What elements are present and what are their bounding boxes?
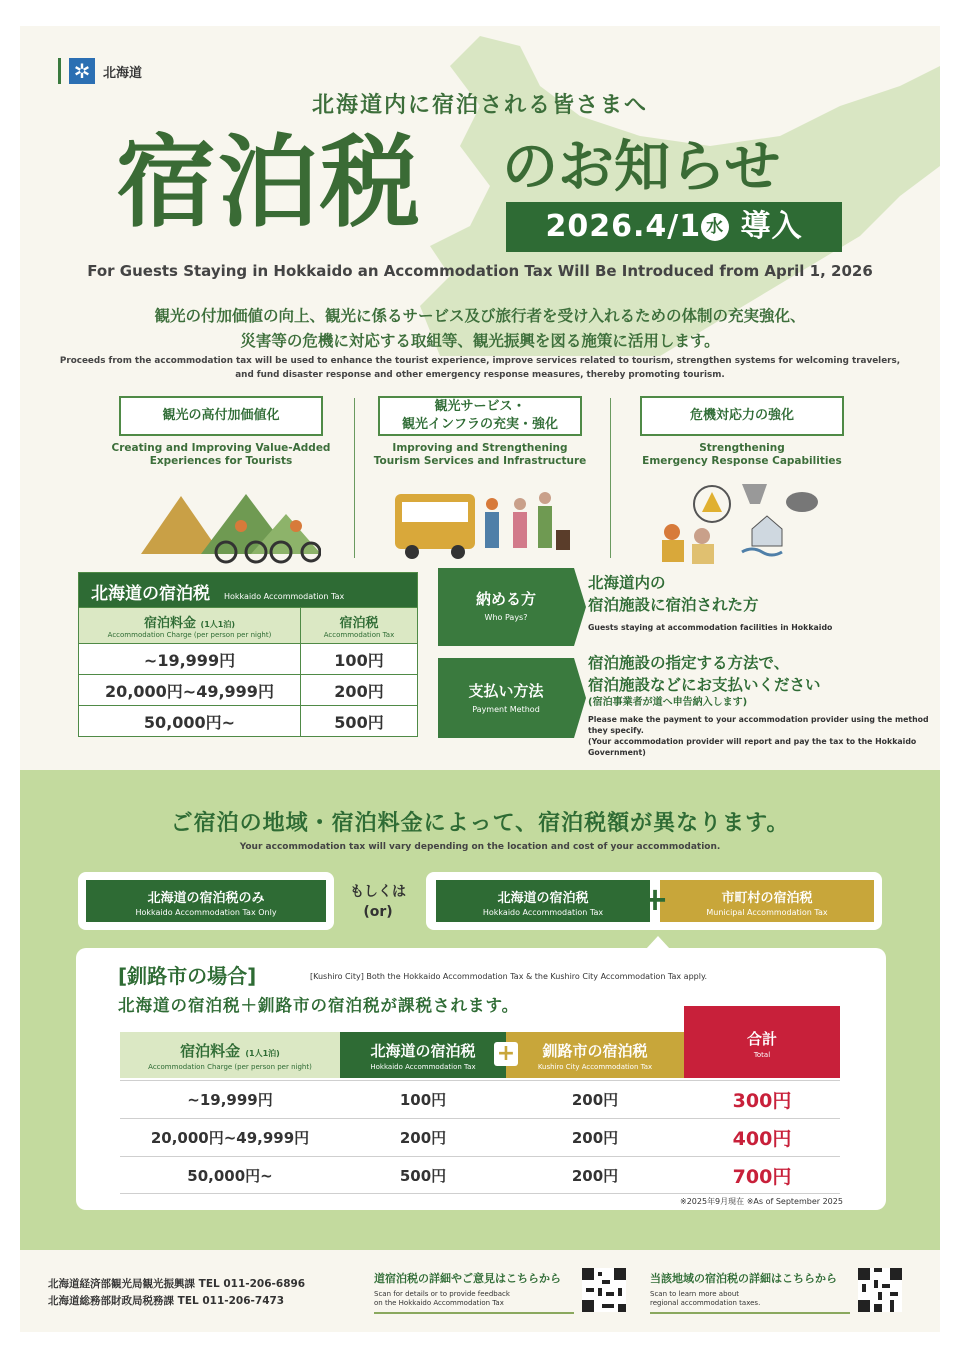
column-header-charge [79,608,301,643]
pillar-label: 危機対応力の強化 [640,396,844,436]
kushiro-subtitle: 北海道の宿泊税＋釧路市の宿泊税が課税されます。 [118,996,520,1015]
who-pays-en: Guests staying at accommodation facilities in Hokkaido [588,623,833,632]
header-subtitle: 北海道内に宿泊される皆さまへ [311,93,648,118]
pillar-label-line1: 観光サービス・ [434,399,526,414]
pillar-en-line1: Strengthening [699,442,785,454]
intro-en-line1: Proceeds from the accommodation tax will be used to enhance the tourist experience, improve services related to tourism, strengthen systems for welcoming travelers, [59,356,901,366]
charge-cell: 50,000円~ [79,706,301,736]
contact-tourism-division: 北海道経済部観光局観光振興課 TEL 011-206-6896 [48,1278,306,1290]
kushiro-tax-cell: 200円 [571,1166,619,1185]
hokkaido-tax-table [78,572,418,737]
charge-cell: 50,000円~ [187,1166,273,1185]
intro-jp-line1: 観光の付加価値の向上、観光に係るサービス及び旅行者を受け入れるための体制の充実強化、 [154,307,806,325]
plus-icon: + [641,880,669,918]
hokkaido-brand [58,58,142,84]
column-charge-en: Accommodation Charge (per person per night) [107,631,272,639]
column-header-hokkaido-tax [340,1032,506,1078]
option1-en: Hokkaido Accommodation Tax Only [135,908,277,917]
pillar-label [378,396,582,436]
hokkaido-tax-cell: 200円 [399,1129,447,1147]
qr1-en-line1: Scan for details or to provide feedback [374,1290,510,1298]
qr2-en-line1: Scan to learn more about [650,1290,740,1298]
variation-english: Your accommodation tax will vary depending on the location and cost of your accommodation. [239,842,721,852]
kushiro-tax-cell: 200円 [571,1129,619,1147]
option2-en: Hokkaido Accommodation Tax [482,908,604,917]
option3-jp: 市町村の宿泊税 [721,891,813,906]
who-pays-arrow [574,568,586,646]
payment-line2: 宿泊施設などにお支払いください [588,676,821,694]
pillar-emergency-response [627,396,857,564]
hokkaido-tax-cell: 500円 [399,1166,447,1185]
who-pays-label-jp: 納める方 [475,590,536,608]
intro-english [20,354,940,382]
payment-text [588,652,940,758]
k-col2-jp: 北海道の宿泊税 [370,1042,476,1060]
variation-title: ご宿泊の地域・宿泊料金によって、宿泊税額が異なります。 [170,811,790,836]
hokkaido-emblem-icon: ✲ [69,58,95,84]
total-cell: 300円 [732,1090,792,1112]
pillar-en-line1: Improving and Strengthening [392,442,568,454]
or-jp: もしくは [350,884,406,900]
disaster-response-icon [642,474,842,564]
column-header-tax [301,608,417,643]
who-pays-label-en: Who Pays? [484,613,528,622]
column-charge-jp: 宿泊料金 [144,616,197,631]
qr-code-icon[interactable] [582,1268,626,1312]
option3-en: Municipal Accommodation Tax [706,908,828,917]
table-row [120,1118,840,1156]
column-header-charge [120,1032,340,1078]
k-col1-en: Accommodation Charge (per person per night) [148,1063,312,1071]
qr2-english [650,1290,850,1308]
who-pays-line1: 北海道内の [588,574,666,592]
k-col4-en: Total [753,1051,771,1059]
header-english: For Guests Staying in Hokkaido an Accommodation Tax Will Be Introduced from April 1, 2026 [87,262,873,280]
charge-cell: ~19,999円 [187,1091,273,1109]
kushiro-tax-cell: 200円 [571,1091,619,1109]
kushiro-title-en: [Kushiro City] Both the Hokkaido Accommodation Tax & the Kushiro City Accommodation Tax apply. [310,972,708,981]
tax-cell: 100円 [334,650,384,670]
pillar-services-infrastructure [365,396,595,564]
charge-cell: ~19,999円 [79,644,301,674]
k-col2-en: Hokkaido Accommodation Tax [370,1063,476,1071]
contact-info [48,1276,305,1310]
k-col1-jp: 宿泊料金 [180,1042,241,1060]
pillar-english [365,442,595,468]
bus-travelers-icon [380,474,580,564]
option2-jp: 北海道の宿泊税 [497,891,589,906]
table-row [79,643,417,674]
brand-name: 北海道 [103,65,143,81]
k-col4-jp: 合計 [746,1030,777,1048]
option1-jp: 北海道の宿泊税のみ [147,891,265,906]
introduction-date-badge [506,202,842,252]
total-cell: 700円 [732,1165,792,1188]
qr2-caption: 当該地域の宿泊税の詳細はこちらから [650,1272,837,1285]
column-tax-en: Accommodation Tax [323,631,395,639]
tax-cell: 500円 [334,712,384,732]
qr-hokkaido-tax-info [374,1270,574,1314]
qr-code-icon[interactable] [858,1268,902,1312]
option-hokkaido-only [86,880,326,922]
kushiro-title: [釧路市の場合] [118,964,257,988]
pillar-tourism-value [106,396,336,564]
pillar-divider [610,398,611,558]
introduction-suffix: 導入 [740,209,803,244]
who-pays-text [588,572,832,633]
table-row [120,1156,840,1194]
qr-regional-tax-info [650,1270,850,1314]
as-of-note: ※2025年9月現在 ※As of September 2025 [680,1197,843,1206]
column-charge-note: (1人1泊) [200,620,235,629]
pillar-english [106,442,336,468]
payment-en-line2: (Your accommodation provider will report and pay the tax to the Hokkaido Government) [588,737,917,757]
qr1-english [374,1290,574,1308]
payment-arrow [574,658,586,738]
table-row [120,1080,840,1118]
pillar-english [627,442,857,468]
brand-accent-bar [58,58,61,84]
charge-cell: 20,000円~49,999円 [79,675,301,705]
table-row [79,705,417,736]
pillar-en-line2: Emergency Response Capabilities [642,455,842,467]
option-municipal-tax [660,880,874,922]
pillar-label: 観光の高付加価値化 [119,396,323,436]
tax-table-title-en: Hokkaido Accommodation Tax [224,592,345,601]
qr1-caption: 道宿泊税の詳細やご意見はこちらから [374,1272,561,1285]
qr1-en-line2: on the Hokkaido Accommodation Tax [374,1299,504,1307]
charge-cell: 20,000円~49,999円 [150,1129,310,1147]
payment-line1: 宿泊施設の指定する方法で、 [588,654,790,672]
column-tax-jp: 宿泊税 [339,616,379,631]
intro-japanese [20,304,940,354]
k-col3-jp: 釧路市の宿泊税 [542,1042,648,1060]
pillar-label-line2: 観光インフラの充実・強化 [401,417,558,432]
header-title-main: 宿泊税 [116,123,422,241]
or-separator [338,882,418,922]
payment-method-label [438,658,574,738]
tax-cell: 200円 [334,681,384,701]
tax-table-title: 北海道の宿泊税 [91,584,210,604]
payment-label-en: Payment Method [472,705,540,714]
tourism-outdoor-icon [121,474,321,564]
qr2-underline [650,1312,850,1314]
who-pays-label [438,568,574,646]
contact-tax-division: 北海道総務部財政局税務課 TEL 011-206-7473 [48,1295,285,1307]
pillar-en-line2: Experiences for Tourists [149,455,293,467]
plus-icon: + [494,1042,518,1066]
qr1-underline [374,1312,574,1314]
or-en: (or) [363,904,393,920]
option-hokkaido-tax [436,880,650,922]
payment-en-line1: Please make the payment to your accommodation provider using the method they specify. [588,715,929,735]
introduction-date: 2026.4/1 [545,209,702,244]
who-pays-line2: 宿泊施設に宿泊された方 [588,596,759,614]
tax-table-columns [79,607,417,643]
intro-en-line2: and fund disaster response and other emergency response measures, thereby promoting tourism. [235,370,725,380]
pillar-en-line2: Tourism Services and Infrastructure [373,455,587,467]
column-header-kushiro-tax [506,1032,684,1078]
column-header-total [684,1006,840,1078]
intro-jp-line2: 災害等の危機に対応する取組等、観光振興を図る施策に活用します。 [240,332,720,350]
pillar-divider [354,398,355,558]
payment-note: (宿泊事業者が道へ申告納入します) [588,697,748,708]
qr2-en-line2: regional accommodation taxes. [650,1299,761,1307]
k-col3-en: Kushiro City Accommodation Tax [537,1063,653,1071]
poster [20,26,940,1332]
payment-label-jp: 支払い方法 [468,682,544,700]
weekday-circle: 水 [701,213,729,241]
table-row [79,674,417,705]
header-title-rest: のお知らせ [502,135,781,200]
pillar-en-line1: Creating and Improving Value-Added [111,442,331,454]
total-cell: 400円 [732,1128,792,1150]
tax-table-header [79,573,417,607]
hokkaido-tax-cell: 100円 [399,1091,447,1109]
k-col1-note: (1人1泊) [245,1049,280,1058]
